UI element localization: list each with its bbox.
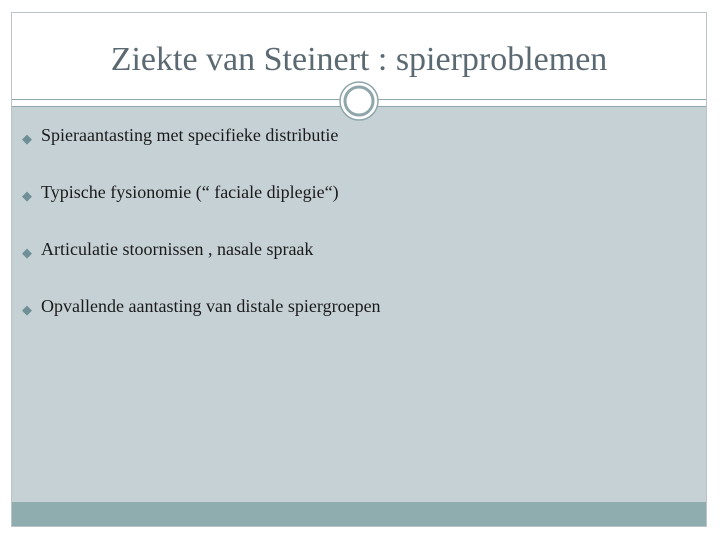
- bullet-text: Opvallende aantasting van distale spiergroepen: [41, 296, 381, 316]
- bullet-list: [12, 121, 706, 349]
- diamond-bullet-icon: ◆: [22, 245, 32, 260]
- bullet-text: Typische fysionomie (“ faciale diplegie“): [41, 182, 339, 202]
- footer-bar: [12, 502, 706, 526]
- ring-ornament-icon: [339, 81, 379, 121]
- bullet-item: [12, 178, 706, 235]
- slide: [11, 12, 707, 527]
- slide-title: Ziekte van Steinert : spierproblemen: [110, 41, 608, 78]
- diamond-bullet-icon: ◆: [22, 188, 32, 203]
- bullet-item: [12, 292, 706, 349]
- diamond-bullet-icon: ◆: [22, 302, 32, 317]
- bullet-text: Spieraantasting met specifieke distributie: [41, 125, 339, 145]
- bullet-text: Articulatie stoornissen , nasale spraak: [41, 239, 314, 259]
- diamond-bullet-icon: ◆: [22, 131, 32, 146]
- bullet-item: [12, 235, 706, 292]
- bullet-item: [12, 121, 706, 178]
